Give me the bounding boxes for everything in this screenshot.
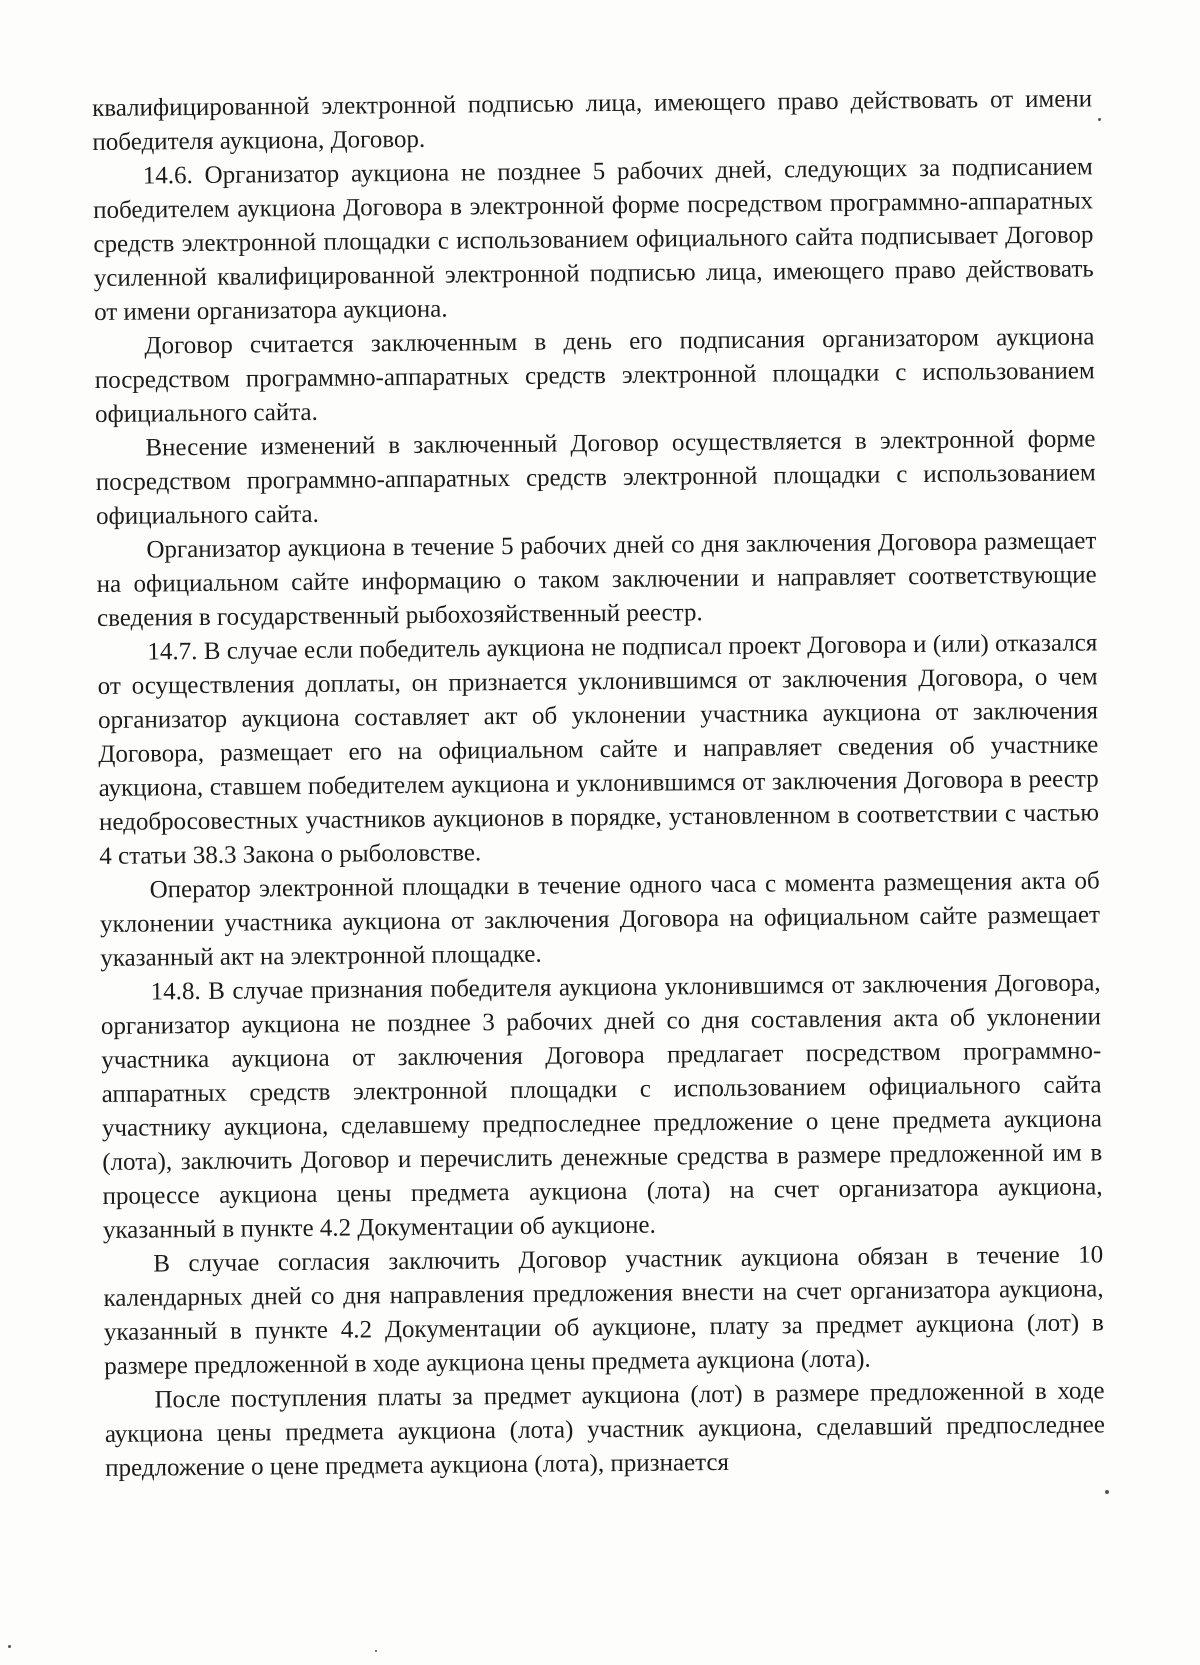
paragraph-consent-payment: В случае согласия заключить Договор участник аукциона обязан в течение 10 календарных дней со дня направления предложения внести на счет организатора аукциона, указанный в пункте 4.2 Документации об аукционе, плату за предмет аукциона (лот) в размере предложенной в ходе аукциона цены предмета аукциона (лота). xyxy=(103,1241,1104,1380)
paragraph-14-7: 14.7. В случае если победитель аукциона не подписал проект Договора и (или) отказался от осуществления доплаты, он признается уклонившимся от заключения Договора, о чем организатор аукциона составляет акт об уклонении участника аукциона от заключения Договора, размещает его на официальном сайте и направляет сведения об участнике аукциона, ставшем победителем аукциона и уклонившимся от заключения Договора в реестр недобросовестных участников аукционов в порядке, установленном в соответствии с частью 4 статьи 38.3 Закона о рыболовстве. xyxy=(97,629,1100,870)
scan-speck xyxy=(375,1650,377,1652)
scan-speck xyxy=(8,1645,11,1648)
paragraph-operator-posting: Оператор электронной площадки в течение одного часа с момента размещения акта об уклонении участника аукциона от заключения Договора на официальном сайте размещает указанный акт на электронной площадке. xyxy=(99,867,1101,972)
paragraph-after-payment: После поступления платы за предмет аукциона (лот) в размере предложенной в ходе аукциона цены предмета аукциона (лота) участник аукциона, сделавший предпоследнее предложение о цене предмета аукциона (лота), признается xyxy=(104,1377,1105,1482)
document-body xyxy=(92,82,1105,1486)
paragraph-register-info: Организатор аукциона в течение 5 рабочих дней со дня заключения Договора размещает на официальном сайте информацию о таком заключении и направляет соответствующие сведения в государственный рыбохозяйственный реестр. xyxy=(96,527,1097,632)
paragraph-14-6: 14.6. Организатор аукциона не позднее 5 рабочих дней, следующих за подписанием победителем аукциона Договора в электронной форме посредством программно-аппаратных средств электронной площадки с использованием официального сайта подписывает Договор усиленной квалифицированной электронной подписью лица, имеющего право действовать от имени организатора аукциона. xyxy=(93,153,1094,326)
scan-speck xyxy=(1105,1490,1109,1494)
paragraph-14-8: 14.8. В случае признания победителя аукциона уклонившимся от заключения Договора, организатор аукциона не позднее 3 рабочих дней со дня составления акта об уклонении участника аукциона от заключения Договора предлагает посредством программно-аппаратных средств электронной площадки с использованием официального сайта участнику аукциона, сделавшему предпоследнее предложение о цене предмета аукциона (лота), заключить Договор и перечислить денежные средства в размере предложенной им в процессе аукциона цены предмета аукциона (лота) на счет организатора аукциона, указанный в пункте 4.2 Документации об аукционе. xyxy=(100,969,1103,1244)
paragraph-contract-concluded: Договор считается заключенным в день его подписания организатором аукциона посредством программно-аппаратных средств электронной площадки с использованием официального сайта. xyxy=(94,323,1095,428)
scan-speck xyxy=(1098,118,1101,121)
paragraph-continuation: квалифицированной электронной подписью лица, имеющего право действовать от имени победителя аукциона, Договор. xyxy=(92,85,1093,156)
paragraph-contract-changes: Внесение изменений в заключенный Договор осуществляется в электронной форме посредством программно-аппаратных средств электронной площадки с использованием официального сайта. xyxy=(95,425,1096,530)
